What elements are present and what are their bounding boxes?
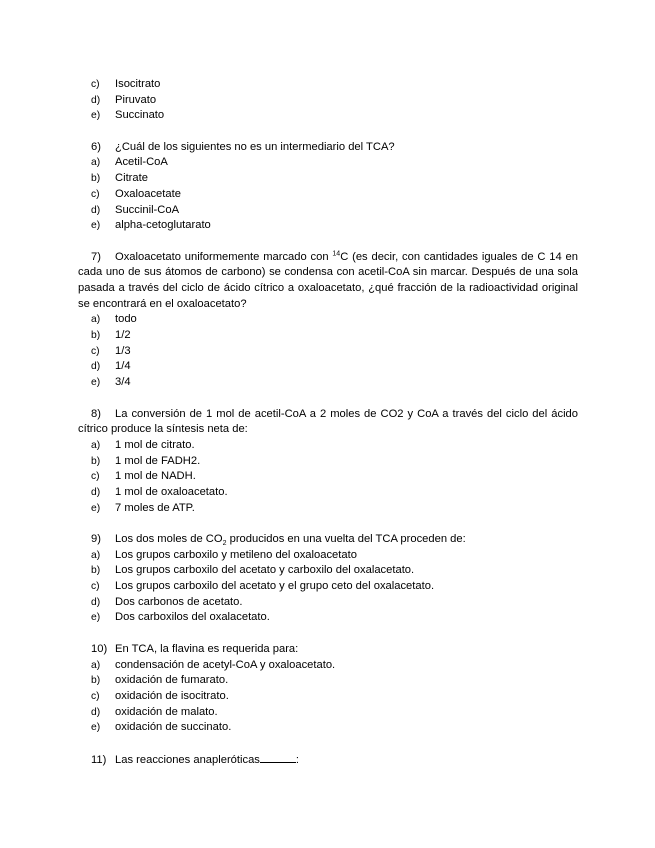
question-8: 8) La conversión de 1 mol de acetil-CoA a 2 moles de CO2 y CoA a través del ciclo del ácido cítrico produce la síntesis neta de: [78,407,578,436]
question-6: 6) ¿Cuál de los siguientes no es un intermediario del TCA? [91,140,395,153]
q9-option-c: c) Los grupos carboxilo del acetato y el grupo ceto del oxalacetato. [91,580,435,593]
option-d: d) Piruvato [91,93,157,106]
q8-option-c: c) 1 mol de NADH. [91,470,196,483]
q9-option-b: b) Los grupos carboxilo del acetato y carboxilo del oxalacetato. [91,564,415,577]
q9-option-e: e) Dos carboxilos del oxalacetato. [91,611,270,624]
q10-option-e: e) oxidación de succinato. [91,721,232,734]
page-content [78,77,578,767]
q10-option-a: a) condensación de acetyl-CoA y oxaloacetato. [91,658,336,671]
q7-option-c: c) 1/3 [91,344,131,357]
q8-option-d: d) 1 mol de oxaloacetato. [91,485,228,498]
question-10: 10) En TCA, la flavina es requerida para: [91,642,299,655]
q6-option-d: d) Succinil-CoA [91,203,180,216]
q7-option-e: e) 3/4 [91,376,131,389]
option-e: e) Succinato [91,109,165,122]
q7-option-b: b) 1/2 [91,329,131,342]
q7-option-a: a) todo [91,313,137,326]
q10-option-d: d) oxidación de malato. [91,705,218,718]
q9-option-d: d) Dos carbonos de acetato. [91,595,243,608]
q9-option-a: a) Los grupos carboxilo y metileno del oxaloacetato [91,548,357,561]
option-c: c) Isocitrato [91,78,161,90]
q6-option-e: e) alpha-cetoglutarato [91,219,211,232]
q8-option-a: a) 1 mol de citrato. [91,438,195,451]
q8-option-b: b) 1 mol de FADH2. [91,454,201,467]
q10-option-b: b) oxidación de fumarato. [91,674,229,687]
q10-option-c: c) oxidación de isocitrato. [91,689,229,702]
answer-blank [260,752,296,763]
q6-option-b: b) Citrate [91,172,148,185]
q6-option-a: a) Acetil-CoA [91,156,168,169]
q6-option-c: c) Oxaloacetate [91,187,181,200]
q8-option-e: e) 7 moles de ATP. [91,501,195,514]
q7-option-d: d) 1/4 [91,360,131,373]
question-7: 7) Oxaloacetato uniformemente marcado con $^{14}$C (es decir, con cantidades iguales de C 14 en cada uno de sus átomos de carbono) se condensa con acetil-CoA sin marcar. Después de una sola pasada a través del ciclo de ácido cítrico a oxaloacetato, ¿qué fracción de la radioactividad original se encontrará en el oxaloacetato? [78,249,578,310]
question-9: 9) Los dos moles de $CO_2$ producidos en una vuelta del TCA proceden de: [91,533,466,548]
question-11: 11) Las reacciones anapleróticas : [91,753,300,766]
